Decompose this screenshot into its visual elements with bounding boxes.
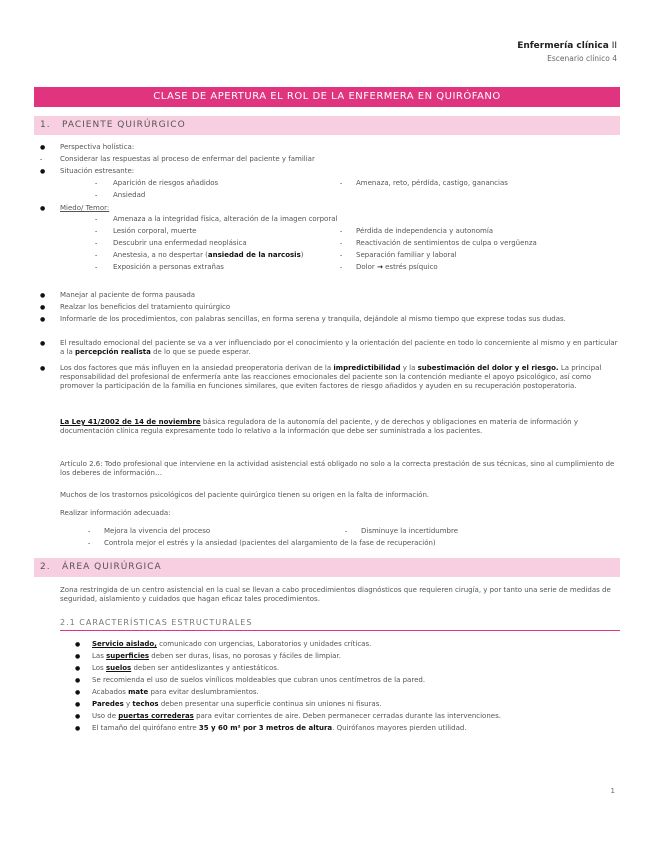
info-item: Disminuye la incertidumbre [361, 527, 459, 535]
structural-item: Se recomienda el uso de suelos vinílicos moldeables que cubran unos centímetros de la pared. [92, 676, 426, 684]
bullet-icon: ● [40, 144, 46, 151]
subsection-title: CARACTERÍSTICAS ESTRUCTURALES [79, 618, 253, 627]
scenario-label: Escenario clínico 4 [547, 54, 617, 63]
miedo-item-anestesia: Anestesia, a no despertar (ansiedad de la narcosis) [113, 251, 304, 259]
section-heading-1 [34, 116, 620, 135]
situacion-text: Situación estresante: [60, 167, 135, 175]
bullet-icon: ● [75, 677, 81, 684]
miedo-item: Descubrir una enfermedad neoplásica [113, 239, 247, 247]
estres-item: Ansiedad [113, 191, 146, 199]
arrow-right-icon: → [377, 263, 383, 271]
subsection-heading [60, 616, 620, 631]
dash-icon: - [95, 240, 98, 247]
info-item: Controla mejor el estrés y la ansiedad (pacientes del alargamiento de la fase de recuperación) [104, 539, 436, 547]
course-suffix: II [608, 41, 617, 51]
dash-icon: - [345, 528, 348, 535]
document-title: CLASE DE APERTURA EL ROL DE LA ENFERMERA EN QUIRÓFANO [34, 87, 620, 107]
dash-icon: - [40, 156, 43, 163]
dash-icon: - [95, 252, 98, 259]
miedo-item: Exposición a personas extrañas [113, 263, 224, 271]
dash-icon: - [95, 192, 98, 199]
dash-icon: - [340, 240, 343, 247]
dash-icon: - [340, 252, 343, 259]
bullet-icon: ● [40, 168, 46, 175]
section-title: PACIENTE QUIRÚRGICO [62, 120, 186, 130]
section-number: 1. [40, 120, 51, 130]
bullet-icon: ● [40, 365, 46, 372]
dash-icon: - [95, 264, 98, 271]
point-text: Informarle de los procedimientos, con palabras sencillas, en forma serena y tranquila, dejándole al mismo tiempo que exprese todas sus dudas. [60, 315, 566, 323]
bullet-icon: ● [75, 701, 81, 708]
structural-item: Los suelos deben ser antideslizantes y antiestáticos. [92, 664, 280, 672]
bullet-icon: ● [40, 205, 46, 212]
bullet-icon: ● [75, 653, 81, 660]
miedo-item: Amenaza a la integridad física, alteración de la imagen corporal [113, 215, 338, 223]
bullet-icon: ● [75, 713, 81, 720]
structural-item: Las superficies deben ser duras, lisas, no porosas y fáciles de limpiar. [92, 652, 341, 660]
articulo-paragraph: Artículo 2.6: Todo profesional que interviene en la actividad asistencial está obligado no solo a la correcta prestación de sus técnicas, sino al cumplimiento de los deberes de información… [60, 460, 615, 477]
bullet-icon: ● [75, 641, 81, 648]
structural-item: El tamaño del quirófano entre 35 y 60 m² por 3 metros de altura. Quirófanos mayores pierden utilidad. [92, 724, 467, 732]
dash-icon: - [95, 216, 98, 223]
structural-item: Paredes y techos deben presentar una superficie continua sin uniones ni fisuras. [92, 700, 382, 708]
point-text: Manejar al paciente de forma pausada [60, 291, 196, 299]
dash-icon: - [95, 228, 98, 235]
point-text-factores: Los dos factores que más influyen en la ansiedad preoperatoria derivan de la impredictibilidad y la subestimación del dolor y el riesgo. La principal responsabilidad del profesional de enfermería ante las reacciones emocionales del paciente son la contención mediante el apoyo psicológico, así como promover la participación de la familia en funciones similares, que eviten factores de riesgo añadidos y ayuden en su recuperación postoperatoria. [60, 364, 602, 390]
bullet-icon: ● [75, 689, 81, 696]
info-item: Mejora la vivencia del proceso [104, 527, 211, 535]
page-number: 1 [610, 787, 615, 795]
dash-icon: - [340, 264, 343, 271]
realizar-label: Realizar información adecuada: [60, 509, 171, 517]
bullet-icon: ● [75, 725, 81, 732]
bullet-icon: ● [40, 316, 46, 323]
course-name: Enfermería clínica [517, 41, 609, 51]
dash-icon: - [340, 180, 343, 187]
considerar-text: Considerar las respuestas al proceso de enfermar del paciente y familiar [60, 155, 315, 163]
trastornos-paragraph: Muchos de los trastornos psicológicos del paciente quirúrgico tienen su origen en la falta de información. [60, 491, 430, 499]
section-heading-2 [34, 558, 620, 577]
dash-icon: - [95, 180, 98, 187]
area-intro: Zona restringida de un centro asistencial en la cual se llevan a cabo procedimientos diagnósticos que requieren cirugía, y por tanto una serie de medidas de seguridad, aislamiento y cuidados que hagan eficaz tales procedimientos. [60, 586, 611, 603]
miedo-item: Lesión corporal, muerte [113, 227, 197, 235]
section-title: ÁREA QUIRÚRGICA [62, 562, 162, 572]
miedo-item: Separación familiar y laboral [356, 251, 457, 259]
dash-icon: - [88, 540, 91, 547]
point-text-resultado: El resultado emocional del paciente se va a ver influenciado por el conocimiento y la orientación del paciente en todo lo concerniente al mismo y en particular a la percepción realista de lo que se puede esperar. [60, 339, 618, 356]
miedo-item: Pérdida de independencia y autonomía [356, 227, 494, 235]
bullet-icon: ● [40, 304, 46, 311]
page-header [517, 41, 617, 63]
section-number: 2. [40, 562, 51, 572]
structural-item: Acabados mate para evitar deslumbramientos. [92, 688, 259, 696]
ley-paragraph: La Ley 41/2002 de 14 de noviembre básica reguladora de la autonomía del paciente, y de derechos y obligaciones en materia de información y documentación clínica regula expresamente todo lo relativo a la información que debe ser suministrada a los pacientes. [60, 418, 578, 435]
bullet-icon: ● [75, 665, 81, 672]
point-text: Realzar los beneficios del tratamiento quirúrgico [60, 303, 231, 311]
bullet-icon: ● [40, 292, 46, 299]
miedo-label: Miedo/ Temor: [60, 204, 110, 212]
miedo-item-dolor: Dolor → estrés psíquico [356, 263, 438, 271]
miedo-item: Reactivación de sentimientos de culpa o vergüenza [356, 239, 537, 247]
dash-icon: - [340, 228, 343, 235]
estres-item: Aparición de riesgos añadidos [113, 179, 219, 187]
estres-item: Amenaza, reto, pérdida, castigo, ganancias [356, 179, 508, 187]
bullet-icon: ● [40, 340, 46, 347]
structural-item: Servicio aislado, comunicado con urgencias, Laboratorios y unidades críticas. [92, 640, 372, 648]
structural-item: Uso de puertas correderas para evitar corrientes de aire. Deben permanecer cerradas durante las intervenciones. [92, 712, 501, 720]
subsection-number: 2.1 [60, 618, 76, 627]
perspectiva-text: Perspectiva holística: [60, 143, 135, 151]
dash-icon: - [88, 528, 91, 535]
